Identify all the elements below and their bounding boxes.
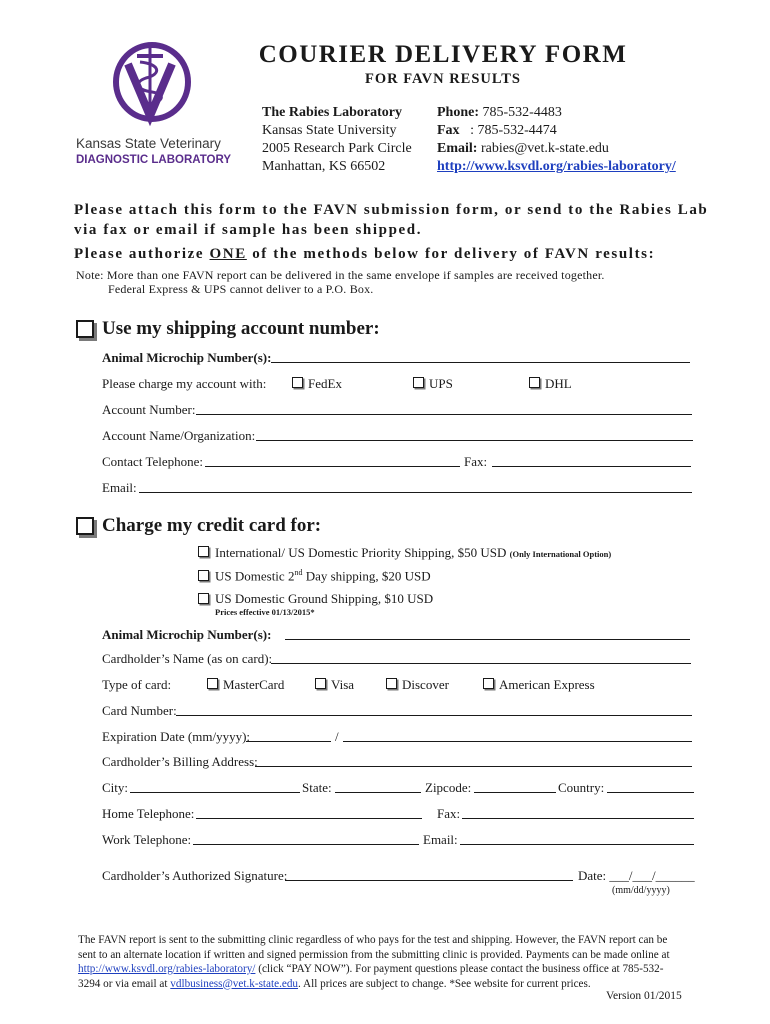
home-phone-label: Home Telephone: [102, 806, 195, 821]
second-day-prefix: US Domestic 2 [215, 568, 295, 584]
card-type-label: Type of card: [102, 677, 172, 692]
authorize-one: ONE [209, 246, 247, 262]
intl-priority-option [215, 545, 611, 561]
zip-label: Zipcode: [425, 780, 472, 795]
state-field[interactable] [335, 792, 421, 793]
phone-label: Phone: [437, 105, 479, 120]
logo-line1: Kansas State Veterinary [76, 136, 221, 151]
billing-address-field[interactable] [255, 766, 692, 767]
date-format-hint: (mm/dd/yyyy) [612, 885, 670, 896]
intl-priority-note: (Only International Option) [509, 549, 612, 559]
footer-line1: The FAVN report is sent to the submitting clinic regardless of who pays for the test and shipping. However, the FAVN report can be [78, 934, 668, 946]
fedex-label: FedEx [308, 376, 342, 391]
intl-priority-checkbox[interactable] [198, 546, 209, 557]
work-phone-field[interactable] [193, 844, 419, 845]
shipping-heading: Use my shipping account number: [102, 318, 380, 339]
note [76, 268, 605, 296]
billing-address-label: Cardholder’s Billing Address: [102, 754, 258, 769]
note-line1: Note: More than one FAVN report can be delivered in the same envelope if samples are received together. [76, 268, 605, 282]
mastercard-checkbox[interactable] [207, 678, 218, 689]
version-label: Version 01/2015 [606, 990, 682, 1002]
shipping-fax-field[interactable] [492, 466, 691, 467]
credit-email-field[interactable] [460, 844, 694, 845]
date-field[interactable]: Date: ___/___/______ [578, 868, 695, 883]
card-number-field[interactable] [176, 715, 692, 716]
city-field[interactable] [130, 792, 300, 793]
amex-checkbox[interactable] [483, 678, 494, 689]
attach-line2: via fax or email if sample has been shipped. [74, 222, 423, 238]
cardholder-name-field[interactable] [271, 663, 691, 664]
fedex-checkbox[interactable] [292, 377, 303, 388]
ups-label: UPS [429, 376, 453, 391]
credit-fax-field[interactable] [462, 818, 694, 819]
lab-contact [437, 104, 687, 176]
mastercard-label: MasterCard [223, 677, 285, 692]
footer-line2: sent to an alternate location if written and signed permission from the submitting clinic is provided. Payments can be made online at [78, 948, 670, 961]
dhl-checkbox[interactable] [529, 377, 540, 388]
lab-name: The Rabies Laboratory [262, 105, 402, 120]
credit-option-checkbox[interactable] [76, 517, 94, 535]
shipping-charge-label: Please charge my account with: [102, 376, 267, 391]
shipping-email-label: Email: [102, 480, 137, 495]
expiration-label: Expiration Date (mm/yyyy): [102, 729, 251, 744]
footer-text [78, 933, 698, 991]
authorize-instruction [74, 244, 655, 264]
discover-label: Discover [402, 677, 449, 692]
signature-label: Cardholder’s Authorized Signature: [102, 868, 288, 883]
expiration-separator: / [335, 729, 339, 744]
city-label: City: [102, 780, 129, 795]
fax-value: : 785-532-4474 [470, 123, 557, 138]
country-field[interactable] [607, 792, 694, 793]
footer-website-link[interactable]: http://www.ksvdl.org/rabies-laboratory/ [78, 963, 256, 975]
university: Kansas State University [262, 123, 397, 138]
prices-note: Prices effective 01/13/2015* [215, 607, 315, 617]
zip-field[interactable] [474, 792, 556, 793]
fax-label: Fax [437, 123, 460, 138]
account-name-field[interactable] [256, 440, 693, 441]
authorize-prefix: Please authorize [74, 246, 205, 262]
shipping-email-field[interactable] [139, 492, 692, 493]
credit-heading: Charge my credit card for: [102, 515, 322, 536]
credit-microchip-field[interactable] [285, 639, 690, 640]
credit-microchip-label: Animal Microchip Number(s): [102, 627, 272, 642]
credit-fax-label: Fax: [437, 806, 461, 821]
city: Manhattan, KS 66502 [262, 159, 386, 174]
ground-option: US Domestic Ground Shipping, $10 USD [215, 591, 434, 606]
cardholder-name-label: Cardholder’s Name (as on card): [102, 651, 273, 666]
expiration-year-field[interactable] [343, 741, 692, 742]
logo-line2: DIAGNOSTIC LABORATORY [76, 154, 232, 166]
amex-label: American Express [499, 677, 595, 692]
footer-line4-suffix: . All prices are subject to change. *See website for current prices. [298, 977, 591, 990]
shipping-microchip-label: Animal Microchip Number(s): [102, 350, 272, 365]
ground-checkbox[interactable] [198, 593, 209, 604]
dhl-label: DHL [545, 376, 572, 391]
second-day-checkbox[interactable] [198, 570, 209, 581]
email-value: rabies@vet.k-state.edu [480, 141, 609, 156]
authorize-suffix: of the methods below for delivery of FAVN results: [252, 246, 656, 262]
lab-address [262, 104, 432, 176]
website-link[interactable]: http://www.ksvdl.org/rabies-laboratory/ [437, 159, 676, 174]
account-name-label: Account Name/Organization: [102, 428, 256, 443]
footer-line3: (click “PAY NOW”). For payment questions please contact the business office at 785-532- [255, 963, 664, 975]
shipping-fax-label: Fax: [464, 454, 488, 469]
visa-checkbox[interactable] [315, 678, 326, 689]
credit-email-label: Email: [423, 832, 458, 847]
second-day-sup: nd [294, 568, 303, 577]
note-line2: Federal Express & UPS cannot deliver to a P.O. Box. [108, 282, 374, 296]
expiration-month-field[interactable] [246, 741, 331, 742]
shipping-option-checkbox[interactable] [76, 320, 94, 338]
page-subtitle: FOR FAVN RESULTS [365, 71, 521, 87]
account-number-field[interactable] [196, 414, 692, 415]
state-label: State: [302, 780, 332, 795]
street: 2005 Research Park Circle [262, 141, 412, 156]
work-phone-label: Work Telephone: [102, 832, 192, 847]
intl-priority-label: International/ US Domestic Priority Shipping, $50 USD [215, 545, 507, 560]
contact-telephone-field[interactable] [205, 466, 460, 467]
account-number-label: Account Number: [102, 402, 196, 417]
signature-field[interactable] [285, 880, 573, 881]
contact-telephone-label: Contact Telephone: [102, 454, 204, 469]
discover-checkbox[interactable] [386, 678, 397, 689]
business-email-link[interactable]: vdlbusiness@vet.k-state.edu [170, 977, 299, 990]
page-title: COURIER DELIVERY FORM [258, 41, 628, 68]
second-day-suffix: Day shipping, $20 USD [302, 568, 431, 584]
ksvdl-logo [76, 42, 232, 172]
home-phone-field[interactable] [196, 818, 422, 819]
ups-checkbox[interactable] [413, 377, 424, 388]
footer-line4-prefix: 3294 or via email at [78, 977, 171, 990]
attach-instruction [74, 200, 754, 240]
country-label: Country: [558, 780, 605, 795]
attach-line1: Please attach this form to the FAVN submission form, or send to the Rabies Lab [74, 202, 709, 218]
email-label: Email: [437, 141, 478, 156]
phone-value: 785-532-4483 [482, 105, 562, 120]
visa-label: Visa [331, 677, 355, 692]
second-day-option [215, 568, 431, 584]
shipping-microchip-field[interactable] [271, 362, 690, 363]
card-number-label: Card Number: [102, 703, 177, 718]
caduceus-v-icon [90, 42, 225, 130]
